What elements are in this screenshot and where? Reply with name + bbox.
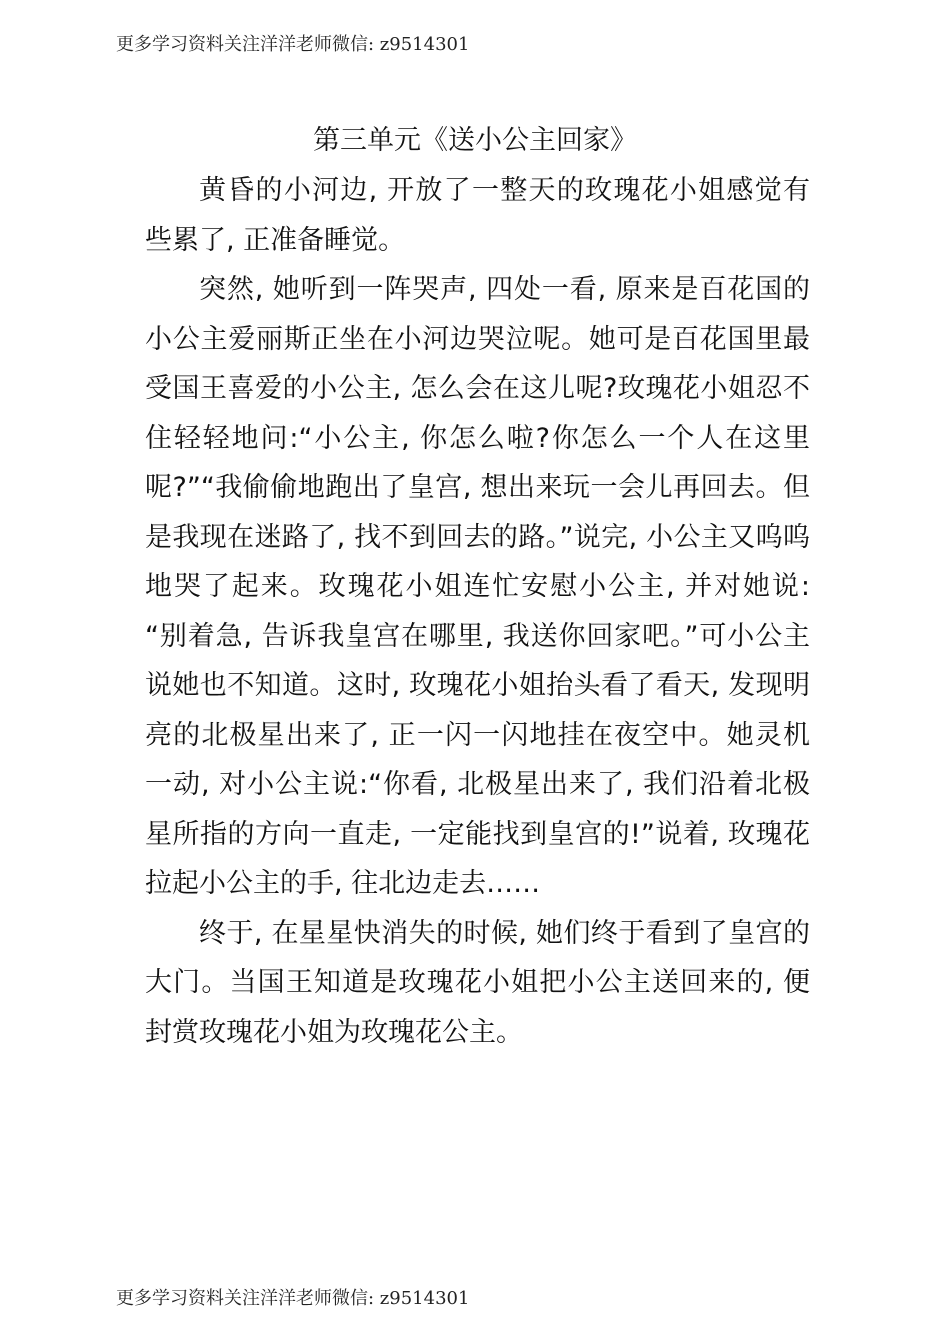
- document-title: 第三单元《送小公主回家》: [313, 125, 637, 156]
- story-paragraph-1: 黄昏的小河边, 开放了一整天的玫瑰花小姐感觉有些累了, 正准备睡觉。: [145, 175, 810, 256]
- story-body: [145, 166, 810, 1057]
- footer-watermark-text: 更多学习资料关注洋洋老师微信: z9514301: [116, 1288, 470, 1309]
- story-paragraph-2: 突然, 她听到一阵哭声, 四处一看, 原来是百花国的小公主爱丽斯正坐在小河边哭泣呢。她可是百花国里最受国王喜爱的小公主, 怎么会在这儿呢?玫瑰花小姐忍不住轻轻地问:“小公主, 你怎么啦?你怎么一个人在这里呢?”“我偷偷地跑出了皇宫, 想出来玩一会儿再回去。但是我现在迷路了, 找不到回去的路。”说完, 小公主又呜呜地哭了起来。玫瑰花小姐连忙安慰小公主, 并对她说: “别着急, 告诉我皇宫在哪里, 我送你回家吧。”可小公主说她也不知道。这时, 玫瑰花小姐抬头看了看天, 发现明亮的北极星出来了, 正一闪一闪地挂在夜空中。她灵机一动, 对小公主说:“你看, 北极星出来了, 我们沿着北极星所指的方向一直走, 一定能找到皇宫的!”说着, 玫瑰花拉起小公主的手, 往北边走去……: [145, 274, 810, 899]
- story-paragraph-3: 终于, 在星星快消失的时候, 她们终于看到了皇宫的大门。当国王知道是玫瑰花小姐把小公主送回来的, 便封赏玫瑰花小姐为玫瑰花公主。: [145, 917, 810, 1048]
- header-watermark-text: 更多学习资料关注洋洋老师微信: z9514301: [116, 34, 470, 55]
